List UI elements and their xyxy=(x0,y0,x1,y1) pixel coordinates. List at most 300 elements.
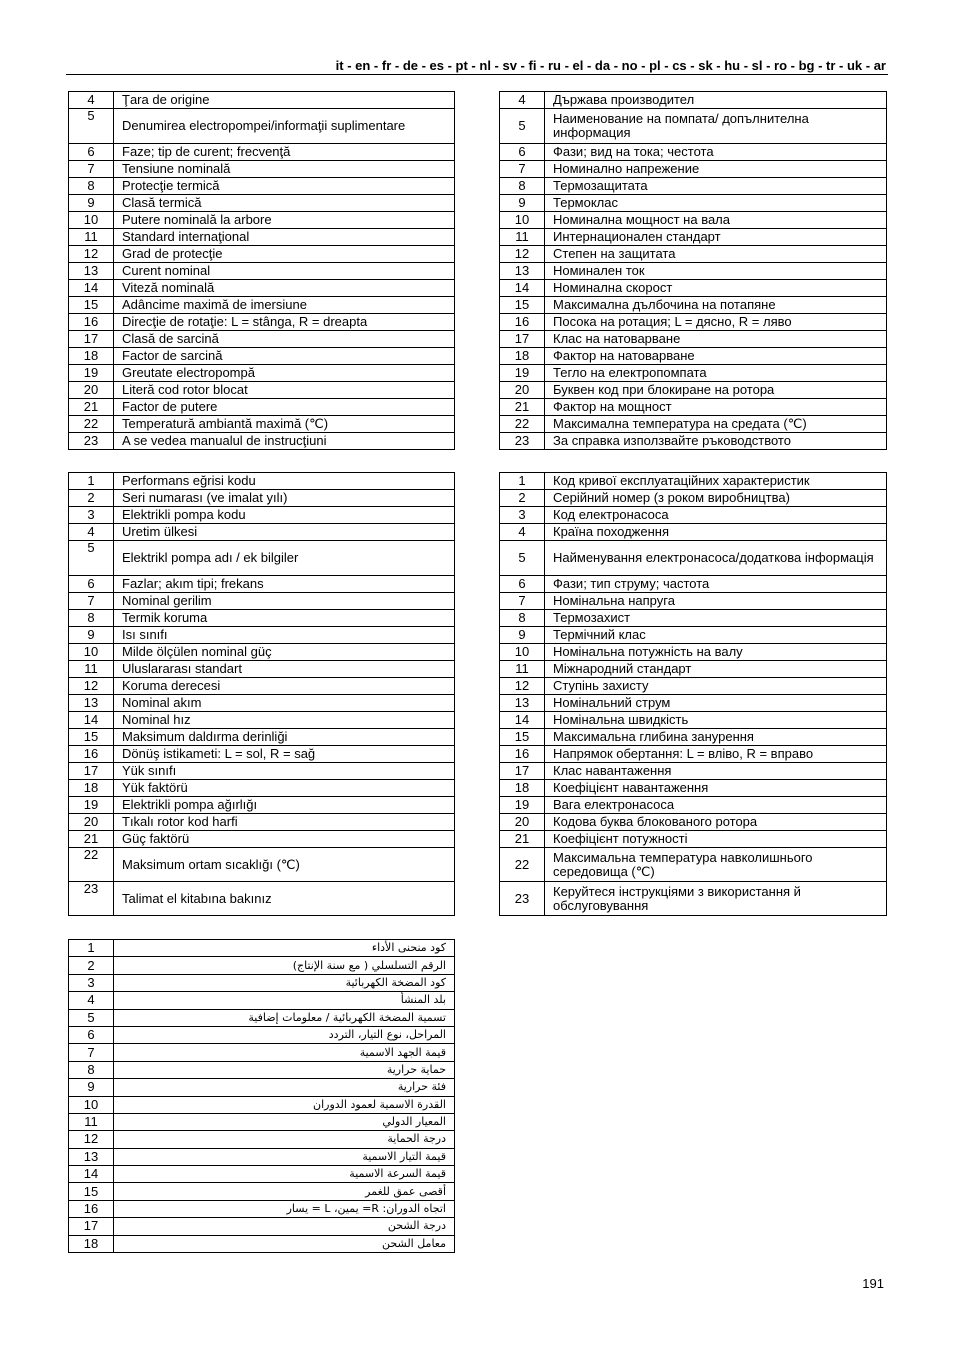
table-row xyxy=(69,593,455,610)
row-description: Номінальний струм xyxy=(545,695,887,712)
row-description: فئة حرارية xyxy=(114,1079,455,1096)
row-description: معامل الشحن xyxy=(114,1235,455,1252)
row-description: Putere nominală la arbore xyxy=(114,212,455,229)
table-row xyxy=(69,797,455,814)
table-row xyxy=(500,524,887,541)
row-description: أقصى عمق للغمر xyxy=(114,1183,455,1200)
row-number: 19 xyxy=(69,797,114,814)
row-description: Nominal hız xyxy=(114,712,455,729)
table-row xyxy=(69,661,455,678)
row-number: 15 xyxy=(69,1183,114,1200)
row-number: 18 xyxy=(500,780,545,797)
table-row xyxy=(69,848,455,882)
row-description: Direcţie de rotaţie: L = stânga, R = dreapta xyxy=(114,314,455,331)
row-number: 16 xyxy=(69,1200,114,1217)
row-description: Uretim ülkesi xyxy=(114,524,455,541)
table-row xyxy=(69,1131,455,1148)
table-row xyxy=(69,433,455,450)
row-number: 15 xyxy=(69,729,114,746)
table-row xyxy=(500,348,887,365)
row-description: Factor de sarcină xyxy=(114,348,455,365)
table-row xyxy=(69,1218,455,1235)
row-number: 23 xyxy=(69,433,114,450)
table-row xyxy=(500,507,887,524)
row-number: 6 xyxy=(500,144,545,161)
table-row xyxy=(69,1061,455,1078)
row-number: 18 xyxy=(69,780,114,797)
row-number: 17 xyxy=(69,1218,114,1235)
table-row xyxy=(500,814,887,831)
table-row xyxy=(500,212,887,229)
table-row xyxy=(69,1079,455,1096)
row-number: 6 xyxy=(69,1026,114,1043)
row-number: 14 xyxy=(69,280,114,297)
row-description: Фактор на натоварване xyxy=(545,348,887,365)
row-number: 13 xyxy=(500,263,545,280)
row-description: Наименование на помпата/ допълнителна информация xyxy=(545,109,887,144)
table-row xyxy=(69,1044,455,1061)
row-number: 9 xyxy=(69,627,114,644)
row-description: Tensiune nominală xyxy=(114,161,455,178)
row-description: Номинално напрежение xyxy=(545,161,887,178)
table-row xyxy=(69,297,455,314)
row-description: Koruma derecesi xyxy=(114,678,455,695)
row-description: Güç faktörü xyxy=(114,831,455,848)
row-description: Tıkalı rotor kod harfi xyxy=(114,814,455,831)
row-description: Isı sınıfı xyxy=(114,627,455,644)
row-description: Код електронасоса xyxy=(545,507,887,524)
row-description: Фази; тип струму; частота xyxy=(545,576,887,593)
row-number: 1 xyxy=(69,940,114,957)
row-description: قيمة الجهد الاسمية xyxy=(114,1044,455,1061)
row-description: Fazlar; akım tipi; frekans xyxy=(114,576,455,593)
row-number: 8 xyxy=(500,610,545,627)
row-description: Керуйтеся інструкціями з використання й обслуговування xyxy=(545,882,887,916)
table-row xyxy=(69,365,455,382)
table-row xyxy=(69,678,455,695)
row-number: 10 xyxy=(69,1096,114,1113)
table-row xyxy=(500,712,887,729)
table-row xyxy=(500,109,887,144)
row-number: 12 xyxy=(69,678,114,695)
row-description: Буквен код при блокиране на ротора xyxy=(545,382,887,399)
row-number: 12 xyxy=(500,678,545,695)
row-description: Интернационален стандарт xyxy=(545,229,887,246)
row-number: 20 xyxy=(500,382,545,399)
row-description: Factor de putere xyxy=(114,399,455,416)
row-number: 12 xyxy=(500,246,545,263)
row-description: Държава производител xyxy=(545,92,887,109)
row-description: Greutate electropompă xyxy=(114,365,455,382)
row-description: Maksimum daldırma derinliği xyxy=(114,729,455,746)
table-row xyxy=(500,678,887,695)
row-description: Країна походження xyxy=(545,524,887,541)
row-number: 15 xyxy=(500,297,545,314)
row-number: 7 xyxy=(500,161,545,178)
row-number: 17 xyxy=(69,763,114,780)
row-number: 9 xyxy=(69,195,114,212)
row-description: Viteză nominală xyxy=(114,280,455,297)
row-description: Maksimum ortam sıcaklığı (℃) xyxy=(114,848,455,882)
table-row xyxy=(69,610,455,627)
row-number: 4 xyxy=(500,524,545,541)
row-number: 15 xyxy=(69,297,114,314)
row-description: Серійний номер (з роком виробництва) xyxy=(545,490,887,507)
table-row xyxy=(500,365,887,382)
row-description: Кодова буква блокованого ротора xyxy=(545,814,887,831)
table-row xyxy=(69,1009,455,1026)
table-row xyxy=(69,399,455,416)
row-description: Temperatură ambiantă maximă (℃) xyxy=(114,416,455,433)
row-description: За справка използвайте ръководството xyxy=(545,433,887,450)
table-row xyxy=(69,831,455,848)
row-description: Напрямок обертання: L = вліво, R = вправо xyxy=(545,746,887,763)
row-description: Код кривої експлуатаційних характеристик xyxy=(545,473,887,490)
row-description: اتجاه الدوران: R= يمين، L = يسار xyxy=(114,1200,455,1217)
row-number: 13 xyxy=(69,263,114,280)
table-row xyxy=(69,348,455,365)
table-row xyxy=(69,763,455,780)
row-number: 11 xyxy=(500,229,545,246)
table-row xyxy=(69,144,455,161)
row-number: 23 xyxy=(69,882,114,916)
table-row xyxy=(500,627,887,644)
row-number: 4 xyxy=(69,92,114,109)
table-row xyxy=(500,161,887,178)
table-row xyxy=(500,297,887,314)
table-row xyxy=(69,314,455,331)
row-description: Термічний клас xyxy=(545,627,887,644)
row-description: تسمية المضخة الكهربائية / معلومات إضافية xyxy=(114,1009,455,1026)
row-description: Максимальна глибина занурення xyxy=(545,729,887,746)
table-row xyxy=(69,229,455,246)
row-number: 8 xyxy=(69,1061,114,1078)
row-description: Посока на ротация; L = дясно, R = ляво xyxy=(545,314,887,331)
row-number: 13 xyxy=(500,695,545,712)
table-row xyxy=(69,416,455,433)
row-description: Номинална скорост xyxy=(545,280,887,297)
row-number: 8 xyxy=(69,610,114,627)
row-number: 8 xyxy=(500,178,545,195)
table-row xyxy=(69,1096,455,1113)
row-description: Максимальна температура навколишнього середовища (℃) xyxy=(545,848,887,882)
table-row xyxy=(69,161,455,178)
row-number: 8 xyxy=(69,178,114,195)
row-number: 14 xyxy=(500,712,545,729)
table-row xyxy=(500,797,887,814)
table-row xyxy=(69,263,455,280)
row-number: 21 xyxy=(69,399,114,416)
row-description: Elektrikli pompa ağırlığı xyxy=(114,797,455,814)
row-number: 16 xyxy=(500,746,545,763)
row-description: Adâncime maximă de imersiune xyxy=(114,297,455,314)
table-row xyxy=(500,576,887,593)
row-number: 6 xyxy=(69,144,114,161)
row-number: 3 xyxy=(69,974,114,991)
row-description: Standard internaţional xyxy=(114,229,455,246)
table-row xyxy=(69,109,455,144)
row-number: 14 xyxy=(69,1166,114,1183)
row-description: Фактор на мощност xyxy=(545,399,887,416)
row-number: 18 xyxy=(500,348,545,365)
table-row xyxy=(69,940,455,957)
row-number: 22 xyxy=(500,416,545,433)
table-row xyxy=(69,695,455,712)
table-ukrainian xyxy=(499,472,887,916)
table-row xyxy=(500,280,887,297)
row-number: 19 xyxy=(500,797,545,814)
row-description: Clasă de sarcină xyxy=(114,331,455,348)
row-description: Ступінь захисту xyxy=(545,678,887,695)
row-description: حماية حرارية xyxy=(114,1061,455,1078)
table-row xyxy=(69,780,455,797)
table-row xyxy=(500,695,887,712)
table-row xyxy=(500,92,887,109)
row-number: 14 xyxy=(500,280,545,297)
table-row xyxy=(69,1113,455,1130)
row-number: 4 xyxy=(69,992,114,1009)
row-description: Клас навантаження xyxy=(545,763,887,780)
row-number: 16 xyxy=(500,314,545,331)
row-number: 15 xyxy=(500,729,545,746)
table-row xyxy=(500,178,887,195)
row-description: Номінальна напруга xyxy=(545,593,887,610)
row-description: Міжнародний стандарт xyxy=(545,661,887,678)
table-row xyxy=(500,331,887,348)
row-description: Максимална дълбочина на потапяне xyxy=(545,297,887,314)
row-description: المراحل، نوع التيار، التردد xyxy=(114,1026,455,1043)
table-row xyxy=(69,644,455,661)
row-number: 18 xyxy=(69,1235,114,1252)
row-description: بلد المنشأ xyxy=(114,992,455,1009)
table-row xyxy=(500,399,887,416)
row-description: Коефіцієнт навантаження xyxy=(545,780,887,797)
row-number: 11 xyxy=(69,229,114,246)
table-row xyxy=(500,473,887,490)
row-description: Термозахист xyxy=(545,610,887,627)
row-number: 5 xyxy=(500,541,545,576)
table-row xyxy=(69,212,455,229)
table-row xyxy=(500,593,887,610)
table-row xyxy=(69,246,455,263)
table-row xyxy=(500,780,887,797)
row-number: 3 xyxy=(69,507,114,524)
table-row xyxy=(69,1235,455,1252)
row-number: 17 xyxy=(500,331,545,348)
row-description: درجة الحماية xyxy=(114,1131,455,1148)
row-number: 5 xyxy=(500,109,545,144)
row-description: Faze; tip de curent; frecvenţă xyxy=(114,144,455,161)
row-number: 5 xyxy=(69,109,114,144)
row-number: 21 xyxy=(500,831,545,848)
row-number: 19 xyxy=(69,365,114,382)
row-description: Клас на натоварване xyxy=(545,331,887,348)
table-row xyxy=(500,246,887,263)
row-description: القدرة الاسمية لعمود الدوران xyxy=(114,1096,455,1113)
row-description: كود منحنى الأداء xyxy=(114,940,455,957)
row-description: Grad de protecţie xyxy=(114,246,455,263)
language-codes: it - en - fr - de - es - pt - nl - sv - fi - ru - el - da - no - pl - cs - sk - hu - sl - ro - bg - tr - uk - ar xyxy=(335,58,886,73)
table-row xyxy=(69,490,455,507)
row-number: 10 xyxy=(69,644,114,661)
row-number: 1 xyxy=(69,473,114,490)
table-row xyxy=(69,1183,455,1200)
row-number: 20 xyxy=(500,814,545,831)
table-row xyxy=(69,957,455,974)
row-description: Вага електронасоса xyxy=(545,797,887,814)
row-number: 22 xyxy=(69,848,114,882)
row-description: كود المضخة الكهربائية xyxy=(114,974,455,991)
table-row xyxy=(500,831,887,848)
table-row xyxy=(500,661,887,678)
table-row xyxy=(69,1026,455,1043)
table-arabic xyxy=(68,939,455,1253)
row-description: Elektrikli pompa kodu xyxy=(114,507,455,524)
row-number: 20 xyxy=(69,382,114,399)
row-description: Yük faktörü xyxy=(114,780,455,797)
table-row xyxy=(69,280,455,297)
table-row xyxy=(69,712,455,729)
table-row xyxy=(69,195,455,212)
row-description: Performans eğrisi kodu xyxy=(114,473,455,490)
row-number: 4 xyxy=(69,524,114,541)
table-row xyxy=(500,848,887,882)
row-description: Термоклас xyxy=(545,195,887,212)
row-description: A se vedea manualul de instrucţiuni xyxy=(114,433,455,450)
row-number: 10 xyxy=(500,644,545,661)
table-row xyxy=(500,229,887,246)
row-number: 10 xyxy=(69,212,114,229)
table-row xyxy=(69,746,455,763)
row-number: 9 xyxy=(500,627,545,644)
table-row xyxy=(69,627,455,644)
table-row xyxy=(69,92,455,109)
row-number: 23 xyxy=(500,433,545,450)
row-number: 14 xyxy=(69,712,114,729)
row-description: Фази; вид на тока; честота xyxy=(545,144,887,161)
row-number: 7 xyxy=(69,593,114,610)
table-row xyxy=(69,541,455,576)
row-description: Найменування електронасоса/додаткова інформація xyxy=(545,541,887,576)
row-number: 20 xyxy=(69,814,114,831)
row-number: 17 xyxy=(500,763,545,780)
row-number: 11 xyxy=(500,661,545,678)
table-row xyxy=(69,473,455,490)
row-number: 6 xyxy=(500,576,545,593)
table-row xyxy=(69,729,455,746)
row-number: 7 xyxy=(500,593,545,610)
table-row xyxy=(69,814,455,831)
row-description: Максимална температура на средата (℃) xyxy=(545,416,887,433)
table-bulgarian xyxy=(499,91,887,450)
table-row xyxy=(69,382,455,399)
table-row xyxy=(500,314,887,331)
table-row xyxy=(500,610,887,627)
table-row xyxy=(500,644,887,661)
row-number: 18 xyxy=(69,348,114,365)
page-number: 191 xyxy=(862,1276,884,1291)
row-number: 11 xyxy=(69,1113,114,1130)
row-description: درجة الشحن xyxy=(114,1218,455,1235)
table-row xyxy=(69,1200,455,1217)
row-number: 7 xyxy=(69,161,114,178)
row-description: قيمة التيار الاسمية xyxy=(114,1148,455,1165)
table-row xyxy=(500,541,887,576)
table-row xyxy=(500,729,887,746)
table-turkish xyxy=(68,472,455,916)
row-number: 6 xyxy=(69,576,114,593)
row-number: 4 xyxy=(500,92,545,109)
row-number: 10 xyxy=(500,212,545,229)
table-row xyxy=(500,490,887,507)
row-number: 22 xyxy=(500,848,545,882)
row-number: 23 xyxy=(500,882,545,916)
row-description: Milde ölçülen nominal güç xyxy=(114,644,455,661)
row-number: 3 xyxy=(500,507,545,524)
table-row xyxy=(69,576,455,593)
row-description: المعيار الدولي xyxy=(114,1113,455,1130)
row-number: 11 xyxy=(69,661,114,678)
table-row xyxy=(500,746,887,763)
row-description: Clasă termică xyxy=(114,195,455,212)
row-description: Номінальна швидкість xyxy=(545,712,887,729)
row-description: Dönüş istikameti: L = sol, R = sağ xyxy=(114,746,455,763)
table-romanian xyxy=(68,91,455,450)
row-description: Коефіцієнт потужності xyxy=(545,831,887,848)
row-number: 5 xyxy=(69,541,114,576)
row-number: 12 xyxy=(69,1131,114,1148)
table-row xyxy=(500,763,887,780)
row-number: 22 xyxy=(69,416,114,433)
table-row xyxy=(69,178,455,195)
row-number: 2 xyxy=(69,957,114,974)
table-row xyxy=(500,416,887,433)
row-number: 12 xyxy=(69,246,114,263)
table-row xyxy=(500,882,887,916)
row-description: Номинална мощност на вала xyxy=(545,212,887,229)
row-description: Seri numarası (ve imalat yılı) xyxy=(114,490,455,507)
row-number: 16 xyxy=(69,314,114,331)
table-row xyxy=(500,263,887,280)
row-description: Protecţie termică xyxy=(114,178,455,195)
table-row xyxy=(69,974,455,991)
table-row xyxy=(69,507,455,524)
row-description: Номінальна потужність на валу xyxy=(545,644,887,661)
row-description: الرقم التسلسلي ( مع سنة الإنتاج) xyxy=(114,957,455,974)
table-row xyxy=(69,1166,455,1183)
row-number: 7 xyxy=(69,1044,114,1061)
row-description: Talimat el kitabına bakınız xyxy=(114,882,455,916)
row-description: Denumirea electropompei/informaţii suplimentare xyxy=(114,109,455,144)
table-row xyxy=(500,144,887,161)
row-description: Тегло на електропомпата xyxy=(545,365,887,382)
table-row xyxy=(69,524,455,541)
row-number: 16 xyxy=(69,746,114,763)
header-rule xyxy=(66,74,888,75)
row-description: Elektrikl pompa adı / ek bilgiler xyxy=(114,541,455,576)
row-number: 9 xyxy=(69,1079,114,1096)
row-number: 2 xyxy=(500,490,545,507)
table-row xyxy=(69,331,455,348)
row-description: Термозащитата xyxy=(545,178,887,195)
row-number: 2 xyxy=(69,490,114,507)
row-number: 19 xyxy=(500,365,545,382)
row-description: Степен на защитата xyxy=(545,246,887,263)
row-number: 17 xyxy=(69,331,114,348)
row-description: قيمة السرعة الاسمية xyxy=(114,1166,455,1183)
row-description: Nominal gerilim xyxy=(114,593,455,610)
row-description: Ţara de origine xyxy=(114,92,455,109)
